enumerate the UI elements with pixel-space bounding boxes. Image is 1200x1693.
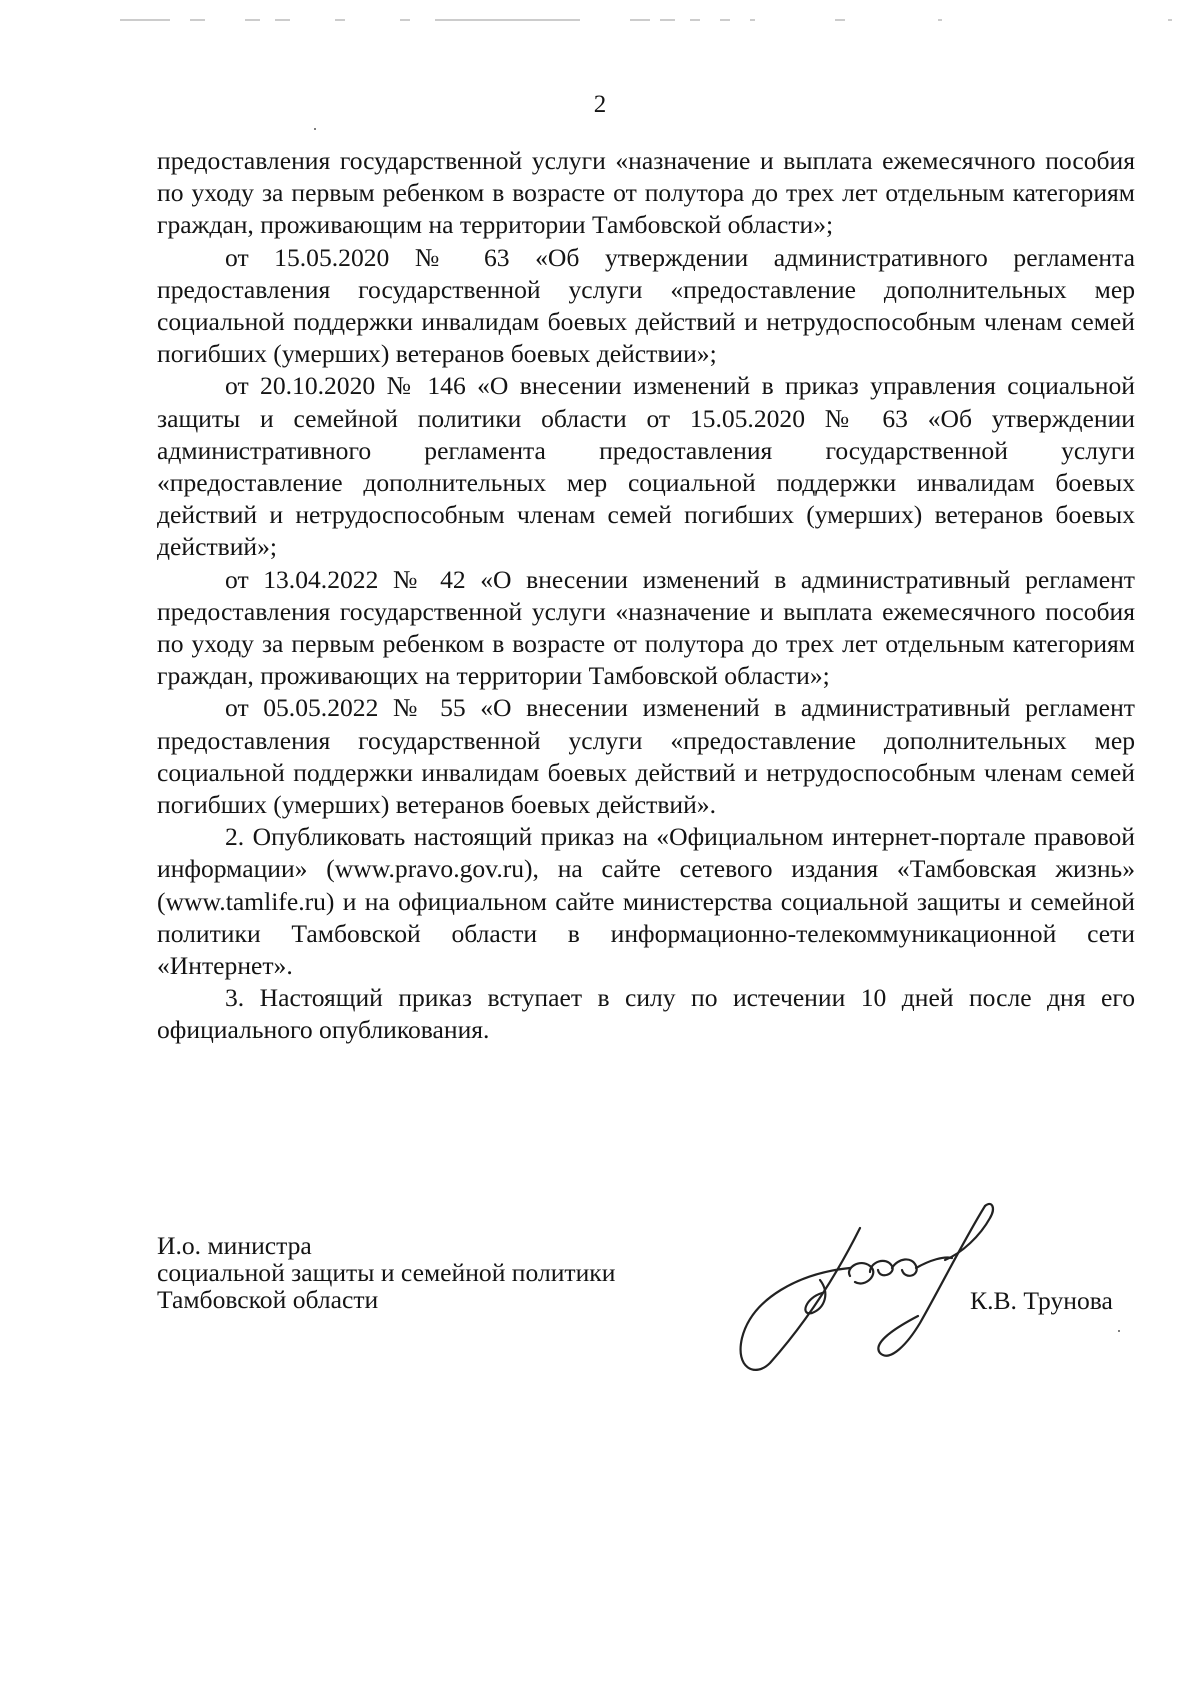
paragraph: от 05.05.2022 № 55 «О внесении изменений в административный регламент предоставления государственной услуги «предоставление дополнительных мер социальной поддержки инвалидам боевых действий и нетрудоспособным членам семей погибших (умерших) ветеранов боевых действий». bbox=[157, 693, 1135, 820]
paragraph: от 15.05.2020 № 63 «Об утверждении административного регламента предоставления государственной услуги «предоставление дополнительных мер социальной поддержки инвалидам боевых действий и нетрудоспособным членам семей погибших (умерших) ветеранов боевых действии»; bbox=[157, 242, 1135, 369]
paragraph: предоставления государственной услуги «назначение и выплата ежемесячного пособия по уходу за первым ребенком в возрасте от полутора до трех лет отдельным категориям граждан, проживающим на территории Тамбовской области»; bbox=[157, 146, 1135, 240]
scan-speck bbox=[1118, 1330, 1120, 1332]
scan-speck bbox=[314, 128, 316, 130]
signatory-position bbox=[157, 1232, 615, 1313]
signer-name: К.В. Трунова bbox=[970, 1286, 1113, 1315]
paragraph: 3. Настоящий приказ вступает в силу по истечении 10 дней после дня его официального опубликования. bbox=[157, 983, 1135, 1045]
paragraph: 2. Опубликовать настоящий приказ на «Официальном интернет-портале правовой информации» (www.pravo.gov.ru), на сайте сетевого издания «Тамбовская жизнь» (www.tamlife.ru) и на официальном сайте министерства социальной защиты и семейной политики Тамбовской области в информационно-телекоммуникационной сети «Интернет». bbox=[157, 822, 1135, 981]
position-line: социальной защиты и семейной политики bbox=[157, 1258, 616, 1287]
paragraph: от 20.10.2020 № 146 «О внесении изменений в приказ управления социальной защиты и семейной политики области от 15.05.2020 № 63 «Об утверждении административного регламента предоставления государственной услуги «предоставление дополнительных мер социальной поддержки инвалидам боевых действий и нетрудоспособным членам семей погибших (умерших) ветеранов боевых действий»; bbox=[157, 371, 1135, 562]
handwritten-signature bbox=[730, 1198, 1000, 1373]
position-line: Тамбовской области bbox=[157, 1285, 379, 1314]
position-line: И.о. министра bbox=[157, 1231, 312, 1260]
paragraph: от 13.04.2022 № 42 «О внесении изменений в административный регламент предоставления государственной услуги «назначение и выплата ежемесячного пособия по уходу за первым ребенком в возрасте от полутора до трех лет отдельным категориям граждан, проживающих на территории Тамбовской области»; bbox=[157, 564, 1135, 691]
scan-artifact-marks bbox=[0, 0, 1200, 30]
document-body bbox=[157, 145, 1135, 1047]
page-number: 2 bbox=[593, 91, 607, 118]
